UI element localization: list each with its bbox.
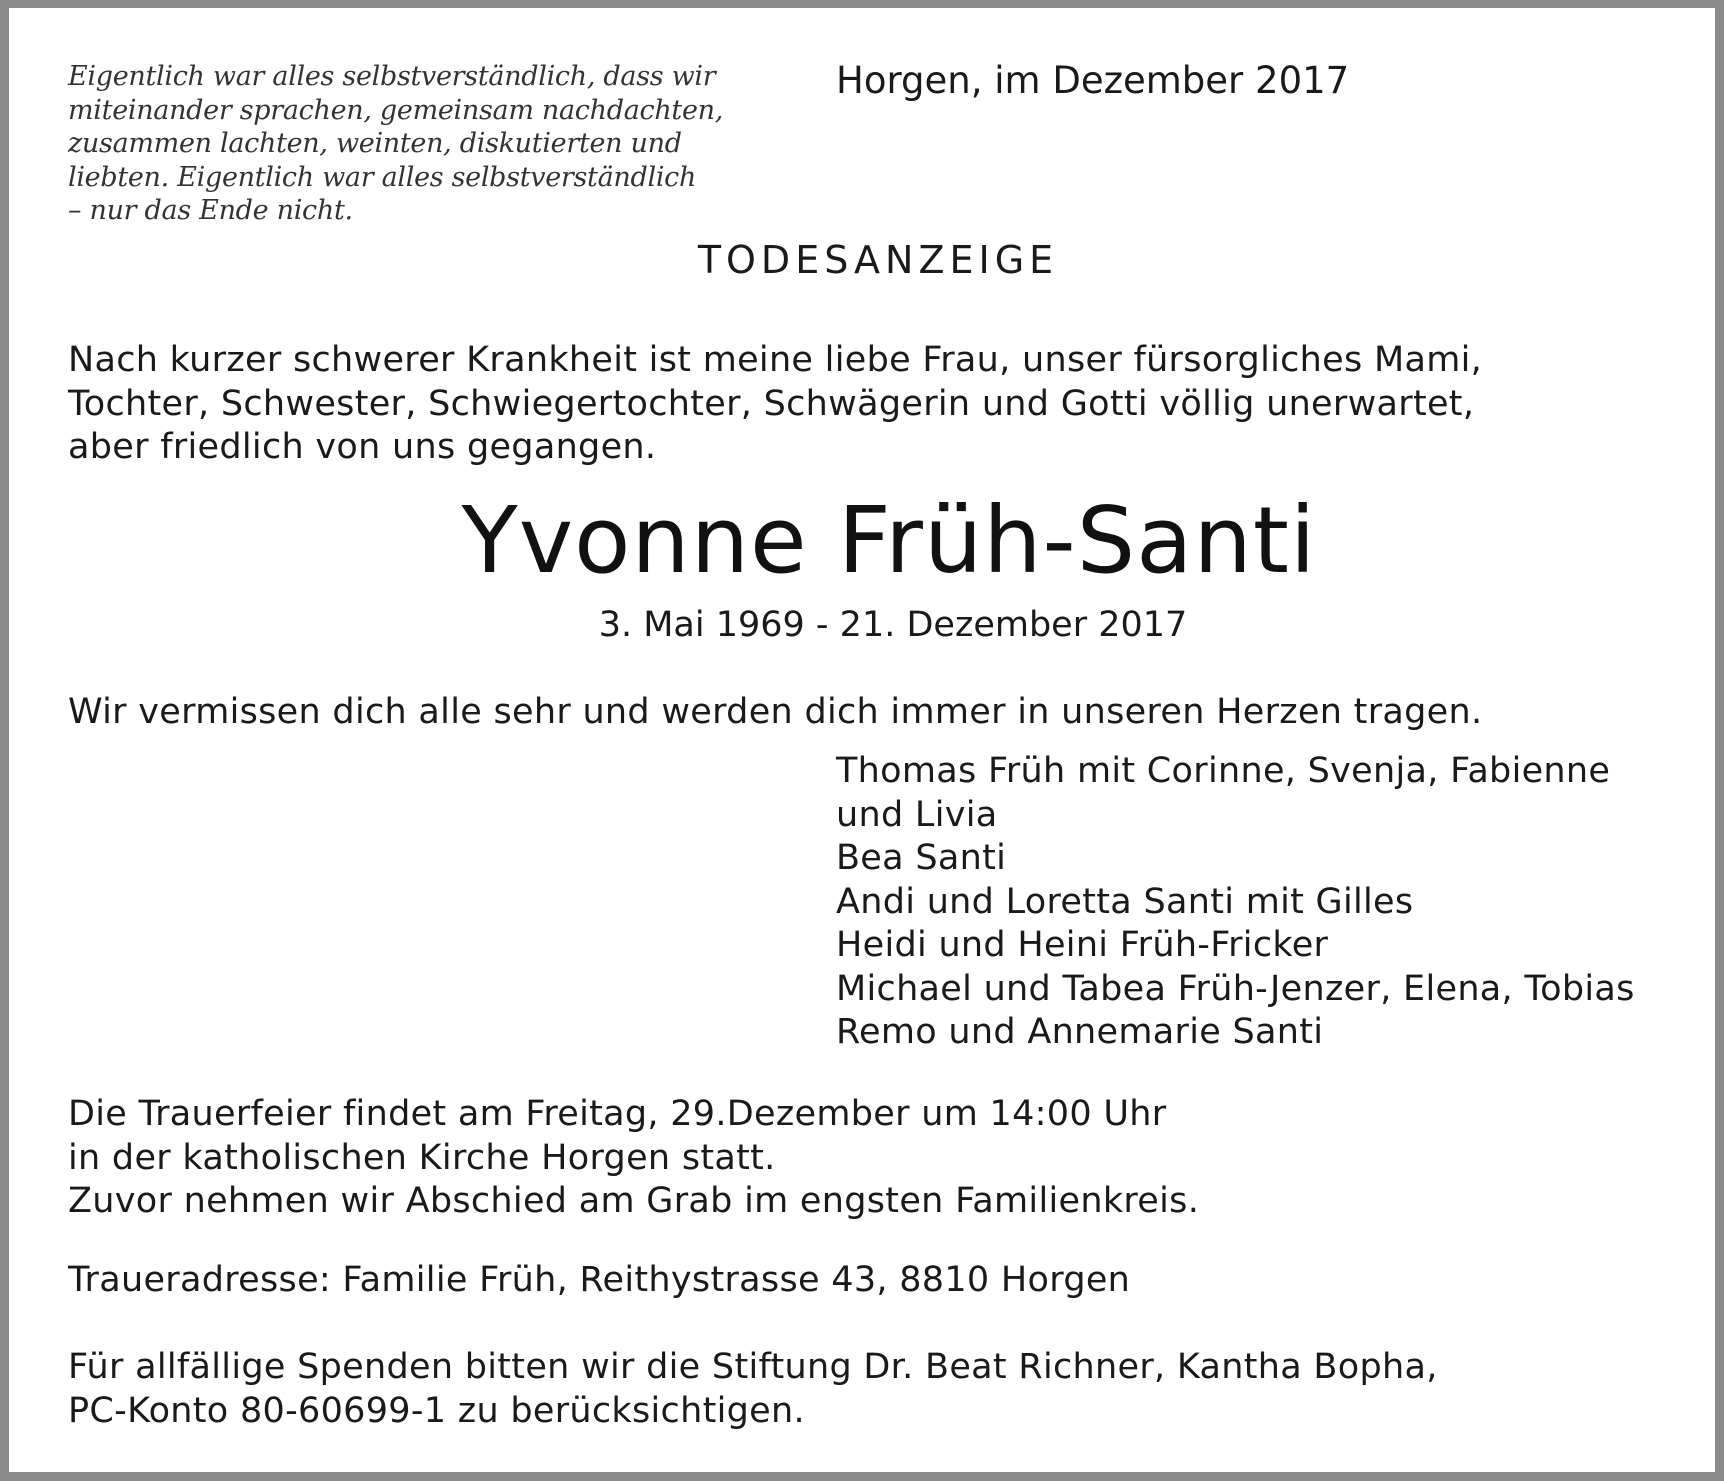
service-details (68, 1093, 1199, 1224)
intro-line: aber friedlich von uns gegangen. (68, 427, 657, 467)
place-and-date: Horgen, im Dezember 2017 (836, 59, 1350, 102)
donation-line: PC-Konto 80-60699-1 zu berücksichtigen. (68, 1390, 805, 1431)
mourner-line: Remo und Annemarie Santi (836, 1012, 1324, 1052)
notice-heading: TODESANZEIGE (697, 238, 1059, 282)
quote-line: zusammen lachten, weinten, diskutierten und (68, 128, 682, 159)
quote-line: Eigentlich war alles selbstverständlich, dass wir (68, 61, 716, 92)
life-dates: 3. Mai 1969 - 21. Dezember 2017 (598, 605, 1188, 645)
intro-paragraph (68, 339, 1482, 470)
deceased-name: Yvonne Früh-Santi (461, 487, 1317, 594)
quote-line: – nur das Ende nicht. (68, 195, 353, 226)
mourner-line: Bea Santi (836, 838, 1007, 878)
mourner-line: Andi und Loretta Santi mit Gilles (836, 881, 1414, 922)
mourning-address: Traueradresse: Familie Früh, Reithystrasse 43, 8810 Horgen (68, 1260, 1131, 1300)
intro-line: Nach kurzer schwerer Krankheit ist meine liebe Frau, unser fürsorgliches Mami, (68, 340, 1483, 380)
mourners-list (836, 750, 1635, 1055)
mourner-line: Thomas Früh mit Corinne, Svenja, Fabienne (836, 751, 1611, 791)
mourner-line: Heidi und Heini Früh-Fricker (836, 925, 1329, 965)
mourner-line: und Livia (836, 794, 998, 835)
intro-line: Tochter, Schwester, Schwiegertochter, Schwägerin und Gotti völlig unerwartet, (68, 383, 1475, 424)
donation-info (68, 1346, 1438, 1433)
quote-line: liebten. Eigentlich war alles selbstverständlich (68, 161, 697, 193)
service-line: in der katholischen Kirche Horgen statt. (68, 1137, 776, 1178)
missing-you-line: Wir vermissen dich alle sehr und werden dich immer in unseren Herzen tragen. (68, 692, 1483, 732)
quote-line: miteinander sprachen, gemeinsam nachdachten, (68, 94, 724, 126)
service-line: Zuvor nehmen wir Abschied am Grab im engsten Familienkreis. (68, 1181, 1200, 1221)
donation-line: Für allfällige Spenden bitten wir die Stiftung Dr. Beat Richner, Kantha Bopha, (68, 1347, 1438, 1387)
mourner-line: Michael und Tabea Früh-Jenzer, Elena, Tobias (836, 968, 1635, 1009)
service-line: Die Trauerfeier findet am Freitag, 29.Dezember um 14:00 Uhr (68, 1094, 1167, 1134)
memorial-quote (68, 60, 748, 228)
